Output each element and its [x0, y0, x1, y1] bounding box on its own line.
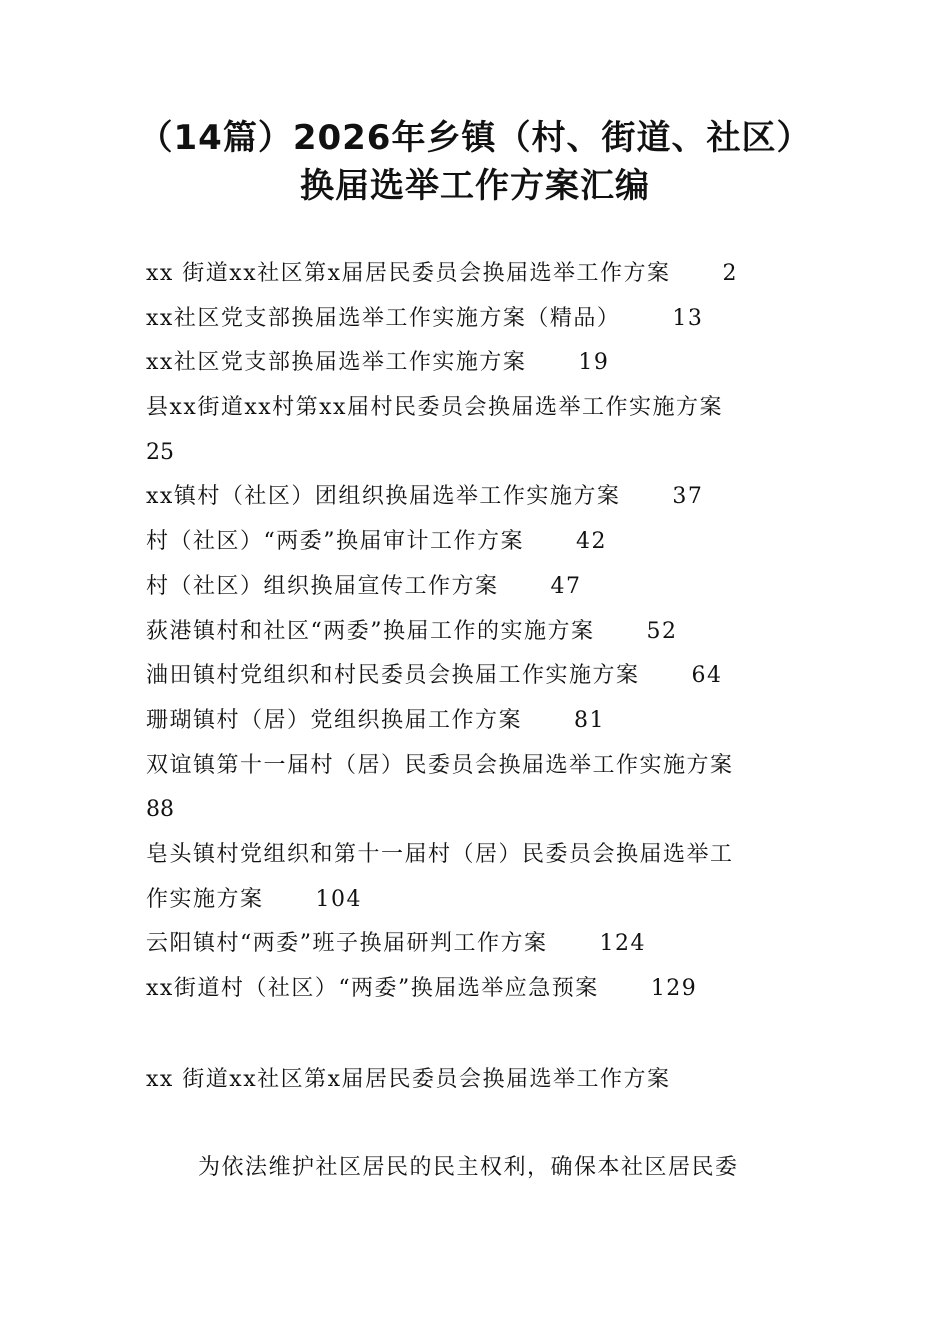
toc-entry-3[interactable]: [146, 345, 806, 390]
toc-entry-text: 皂头镇村党组织和第十一届村（居）民委员会换届选举工: [146, 841, 734, 867]
toc-entry-12-continuation[interactable]: [146, 882, 806, 927]
body-paragraph: 为依法维护社区居民的民主权利，确保本社区居民委: [198, 1155, 739, 1180]
toc-entry-page: 88: [146, 797, 174, 823]
toc-entry-page: 19: [578, 350, 610, 376]
toc-entry-7[interactable]: [146, 569, 806, 614]
toc-entry-14[interactable]: [146, 971, 806, 1016]
toc-entry-text: xx社区党支部换届选举工作实施方案（精品）: [146, 305, 621, 331]
toc-entry-page: 129: [650, 976, 698, 1001]
document-title-line-1: （14篇）2026年乡镇（村、街道、社区）: [138, 118, 812, 158]
toc-entry-4[interactable]: [146, 390, 806, 435]
toc-entry-text: 珊瑚镇村（居）党组织换届工作方案: [146, 707, 523, 733]
toc-entry-2[interactable]: [146, 301, 806, 346]
toc-entry-page: 47: [550, 573, 582, 599]
toc-entry-5[interactable]: [146, 479, 806, 524]
section-heading: xx 街道xx社区第x届居民委员会换届选举工作方案: [146, 1067, 671, 1092]
toc-entry-11-page-line[interactable]: [146, 792, 806, 837]
toc-entry-page: 81: [574, 707, 606, 733]
toc-entry-page: 64: [691, 663, 723, 689]
toc-entry-page: 2: [722, 261, 739, 286]
toc-entry-1[interactable]: [146, 256, 806, 301]
toc-entry-13[interactable]: [146, 926, 806, 971]
toc-entry-12[interactable]: [146, 837, 806, 882]
toc-entry-text: 双谊镇第十一届村（居）民委员会换届选举工作实施方案: [146, 752, 734, 778]
toc-entry-text: 云阳镇村“两委”班子换届研判工作方案: [146, 931, 548, 957]
toc-entry-page: 37: [672, 484, 704, 510]
toc-entry-page: 124: [599, 931, 646, 957]
toc-entry-4-page-line[interactable]: [146, 435, 806, 480]
toc-entry-9[interactable]: [146, 658, 806, 703]
toc-entry-8[interactable]: [146, 614, 806, 659]
toc-entry-page: 52: [646, 618, 678, 644]
toc-entry-10[interactable]: [146, 703, 806, 748]
table-of-contents: [146, 256, 806, 1016]
toc-entry-page: 42: [576, 529, 607, 555]
toc-entry-text: 浀田镇村党组织和村民委员会换届工作实施方案: [146, 663, 640, 689]
document-title-line-2: 换届选举工作方案汇编: [300, 166, 650, 206]
toc-entry-text: 县xx街道xx村第xx届村民委员会换届选举工作实施方案: [146, 395, 723, 421]
toc-entry-text: xx镇村（社区）团组织换届选举工作实施方案: [146, 484, 621, 510]
toc-entry-text: xx 街道xx社区第x届居民委员会换届选举工作方案: [146, 261, 671, 286]
toc-entry-page: 104: [315, 886, 363, 912]
toc-entry-text: 荻港镇村和社区“两委”换届工作的实施方案: [146, 618, 595, 644]
toc-entry-text-continued: 作实施方案: [146, 886, 264, 912]
toc-entry-text: xx街道村（社区）“两委”换届选举应急预案: [146, 976, 599, 1001]
toc-entry-text: 村（社区）“两委”换届审计工作方案: [146, 529, 524, 555]
toc-entry-text: xx社区党支部换届选举工作实施方案: [146, 350, 527, 376]
toc-entry-text: 村（社区）组织换届宣传工作方案: [146, 573, 499, 599]
toc-entry-11[interactable]: [146, 748, 806, 793]
toc-entry-6[interactable]: [146, 524, 806, 569]
toc-entry-page: 13: [672, 305, 704, 331]
toc-entry-page: 25: [146, 439, 174, 465]
